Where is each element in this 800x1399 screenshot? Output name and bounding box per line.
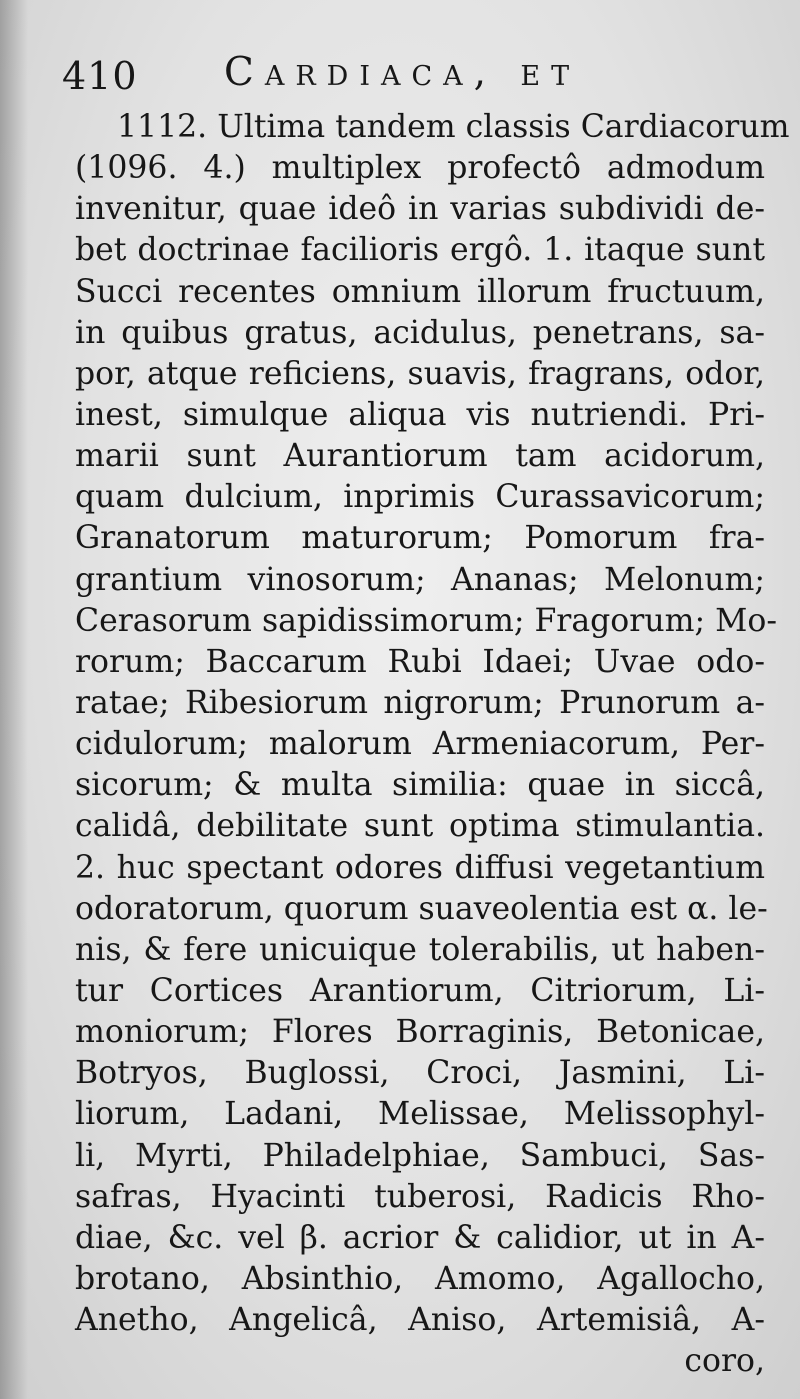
text-line: nis, & fere unicuique tolerabilis, ut haben-	[75, 931, 765, 968]
text-line: li, Myrti, Philadelphiae, Sambuci, Sas-	[75, 1137, 765, 1174]
text-line: liorum, Ladani, Melissae, Melissophyl-	[75, 1096, 765, 1133]
text-line: moniorum; Flores Borraginis, Betonicae,	[75, 1014, 765, 1051]
text-line: quam dulcium, inprimis Curassavicorum;	[75, 479, 765, 516]
text-line: odoratorum, quorum suaveolentia est α. le-	[75, 890, 768, 927]
page-number: 410	[62, 54, 138, 98]
running-title: Cardiaca, et	[224, 50, 581, 95]
text-line: Cerasorum sapidissimorum; Fragorum; Mo-	[75, 602, 777, 639]
text-line: Granatorum maturorum; Pomorum fra-	[75, 520, 765, 557]
text-line: marii sunt Aurantiorum tam acidorum,	[75, 438, 765, 475]
text-line: rorum; Baccarum Rubi Idaei; Uvae odo-	[75, 643, 765, 680]
text-line: Anetho, Angelicâ, Aniso, Artemisiâ, A-	[75, 1302, 765, 1339]
text-line: coro,	[684, 1343, 765, 1380]
text-line: (1096. 4.) multiplex profectô admodum	[75, 150, 765, 187]
body-text	[75, 107, 790, 1382]
text-line: bet doctrinae facilioris ergô. 1. itaque sunt	[75, 232, 765, 269]
text-line: Succi recentes omnium illorum fructuum,	[75, 273, 765, 310]
text-line: calidâ, debilitate sunt optima stimulantia.	[75, 808, 765, 845]
page-header	[62, 50, 752, 102]
text-line: Botryos, Buglossi, Croci, Jasmini, Li-	[75, 1055, 765, 1092]
text-line: safras, Hyacinti tuberosi, Radicis Rho-	[75, 1178, 765, 1215]
binding-shadow	[0, 0, 28, 1399]
text-line: inest, simulque aliqua vis nutriendi. Pri-	[75, 396, 765, 433]
text-line: tur Cortices Arantiorum, Citriorum, Li-	[75, 972, 765, 1009]
text-line: 1112. Ultima tandem classis Cardiacorum	[117, 109, 790, 145]
text-line: grantium vinosorum; Ananas; Melonum;	[75, 561, 765, 598]
text-line: diae, &c. vel β. acrior & calidior, ut in A-	[75, 1219, 765, 1256]
text-line: brotano, Absinthio, Amomo, Agallocho,	[75, 1260, 765, 1297]
text-line: por, atque reficiens, suavis, fragrans, odor,	[75, 355, 765, 392]
text-line: ratae; Ribesiorum nigrorum; Prunorum a-	[75, 684, 765, 721]
text-line: in quibus gratus, acidulus, penetrans, sa-	[75, 314, 765, 351]
text-line: sicorum; & multa similia: quae in siccâ,	[75, 767, 765, 804]
text-line: invenitur, quae ideô in varias subdividi de-	[75, 191, 765, 228]
text-line: cidulorum; malorum Armeniacorum, Per-	[75, 726, 765, 763]
text-line: 2. huc spectant odores diffusi vegetantium	[75, 849, 765, 886]
